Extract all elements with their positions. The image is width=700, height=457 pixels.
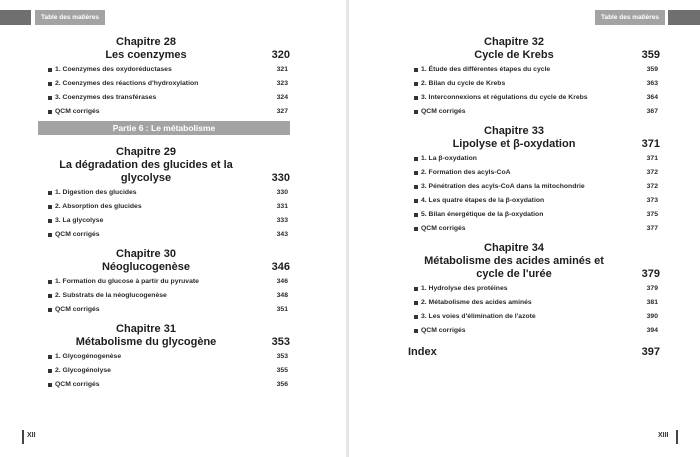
- toc-item-label: 5. Bilan énergétique de la β-oxydation: [421, 211, 544, 218]
- toc-item-label: 1. Hydrolyse des protéines: [421, 285, 508, 292]
- bullet-icon: [48, 355, 52, 359]
- chapter-title-line[interactable]: [42, 49, 290, 62]
- toc-item-label: QCM corrigés: [421, 327, 466, 334]
- toc-item[interactable]: [48, 230, 288, 240]
- chapter-title: Néoglucogenèse: [101, 261, 191, 273]
- toc-item-label: QCM corrigés: [55, 381, 100, 388]
- toc-item-page: 364: [646, 94, 658, 101]
- chapter-title: Cycle de Krebs: [474, 49, 554, 61]
- chapter-label: Chapitre 34: [484, 242, 544, 254]
- chapter-title-line[interactable]: [408, 49, 660, 62]
- toc-item-page: 372: [646, 169, 658, 176]
- toc-item-label: 2. Substrats de la néoglucogenèse: [55, 292, 167, 299]
- toc-item-label: 3. La glycolyse: [55, 217, 104, 224]
- bullet-icon: [48, 96, 52, 100]
- toc-item[interactable]: [414, 65, 658, 75]
- bullet-icon: [48, 294, 52, 298]
- toc-item[interactable]: [414, 107, 658, 117]
- toc-item-label: QCM corrigés: [55, 231, 100, 238]
- toc-item-label: QCM corrigés: [55, 306, 100, 313]
- bullet-icon: [48, 68, 52, 72]
- toc-item[interactable]: [414, 326, 658, 336]
- chapter-page: 359: [641, 49, 660, 61]
- bullet-icon: [414, 227, 418, 231]
- toc-item-page: 394: [646, 327, 658, 334]
- partie-banner: Partie 6 : Le métabolisme: [38, 121, 290, 135]
- bullet-icon: [414, 157, 418, 161]
- bullet-icon: [414, 287, 418, 291]
- chapter-label: Chapitre 31: [116, 323, 176, 335]
- bullet-icon: [48, 233, 52, 237]
- toc-item-page: 353: [276, 353, 288, 360]
- chapter-label: Chapitre 30: [116, 248, 176, 260]
- chapter-page: 353: [271, 336, 290, 348]
- toc-item-page: 327: [276, 108, 288, 115]
- toc-item[interactable]: [414, 154, 658, 164]
- toc-item[interactable]: [414, 196, 658, 206]
- toc-item[interactable]: [48, 291, 288, 301]
- toc-item-page: 390: [646, 313, 658, 320]
- toc-item[interactable]: [48, 366, 288, 376]
- toc-item-page: 331: [276, 203, 288, 210]
- toc-item[interactable]: [48, 202, 288, 212]
- index-page: 397: [641, 346, 660, 358]
- toc-item[interactable]: [414, 93, 658, 103]
- chapter-title: Métabolisme du glycogène: [75, 336, 217, 348]
- toc-item[interactable]: [48, 107, 288, 117]
- folio-bar: [676, 430, 678, 444]
- chapter-title-line[interactable]: [408, 268, 660, 281]
- toc-item-page: 324: [276, 94, 288, 101]
- index-entry[interactable]: [408, 346, 660, 359]
- bullet-icon: [48, 308, 52, 312]
- toc-item[interactable]: [414, 312, 658, 322]
- toc-item-label: 2. Glycogénolyse: [55, 367, 111, 374]
- toc-item-label: QCM corrigés: [421, 108, 466, 115]
- bullet-icon: [414, 185, 418, 189]
- chapter-label: Chapitre 33: [484, 125, 544, 137]
- bullet-icon: [414, 199, 418, 203]
- chapter-title-line[interactable]: [42, 261, 290, 274]
- chapter-block: [42, 323, 290, 390]
- toc-item[interactable]: [48, 216, 288, 226]
- bullet-icon: [414, 96, 418, 100]
- toc-item-page: 373: [646, 197, 658, 204]
- bullet-icon: [48, 110, 52, 114]
- toc-item[interactable]: [414, 284, 658, 294]
- bullet-icon: [48, 191, 52, 195]
- toc-right: [408, 36, 660, 359]
- toc-item-label: 2. Coenzymes des réactions d'hydroxylation: [55, 80, 199, 87]
- toc-item[interactable]: [48, 79, 288, 89]
- toc-item[interactable]: [48, 380, 288, 390]
- toc-item-label: 2. Métabolisme des acides aminés: [421, 299, 532, 306]
- header-bar: [0, 10, 31, 25]
- toc-item-label: 2. Absorption des glucides: [55, 203, 142, 210]
- header-tab: Table des matières: [35, 10, 105, 25]
- right-page: [350, 0, 700, 457]
- bullet-icon: [414, 68, 418, 72]
- toc-item[interactable]: [414, 182, 658, 192]
- bullet-icon: [414, 315, 418, 319]
- chapter-label: Chapitre 32: [484, 36, 544, 48]
- toc-item[interactable]: [414, 224, 658, 234]
- toc-item-page: 372: [646, 183, 658, 190]
- toc-item-page: 359: [646, 66, 658, 73]
- toc-item-label: QCM corrigés: [421, 225, 466, 232]
- bullet-icon: [414, 301, 418, 305]
- bullet-icon: [414, 329, 418, 333]
- chapter-block: [408, 242, 660, 336]
- bullet-icon: [48, 280, 52, 284]
- chapter-label: Chapitre 29: [116, 146, 176, 158]
- toc-item[interactable]: [48, 65, 288, 75]
- toc-item-label: 4. Les quatre étapes de la β-oxydation: [421, 197, 545, 204]
- chapter-title: La dégradation des glucides et la glycolyse: [59, 159, 233, 184]
- chapter-title-line[interactable]: [42, 336, 290, 349]
- toc-item-label: 2. Bilan du cycle de Krebs: [421, 80, 506, 87]
- bullet-icon: [414, 171, 418, 175]
- toc-item[interactable]: [48, 93, 288, 103]
- toc-item[interactable]: [48, 188, 288, 198]
- chapter-block: [42, 36, 290, 117]
- toc-item-page: 346: [276, 278, 288, 285]
- chapter-page: 346: [271, 261, 290, 273]
- toc-item-page: 333: [276, 217, 288, 224]
- chapter-block: [42, 146, 290, 240]
- toc-item-label: 1. Digestion des glucides: [55, 189, 137, 196]
- toc-item-page: 379: [646, 285, 658, 292]
- toc-item-page: 367: [646, 108, 658, 115]
- toc-item-label: 3. Interconnexions et régulations du cycle de Krebs: [421, 94, 588, 101]
- toc-item-page: 377: [646, 225, 658, 232]
- bullet-icon: [48, 383, 52, 387]
- chapter-title: cycle de l'urée: [476, 268, 552, 280]
- bullet-icon: [48, 82, 52, 86]
- toc-item-page: 323: [276, 80, 288, 87]
- chapter-label: Chapitre 28: [116, 36, 176, 48]
- index-label: Index: [408, 346, 437, 358]
- toc-item[interactable]: [414, 298, 658, 308]
- toc-item-page: 356: [276, 381, 288, 388]
- toc-left: [42, 36, 290, 394]
- page-gutter: [346, 0, 349, 457]
- page-number: XII: [27, 432, 36, 439]
- toc-item-page: 348: [276, 292, 288, 299]
- folio-bar: [22, 430, 24, 444]
- toc-item-label: 1. Coenzymes des oxydoréductases: [55, 66, 172, 73]
- toc-item[interactable]: [414, 79, 658, 89]
- chapter-title[interactable]: Métabolisme des acides aminés et: [424, 255, 604, 267]
- toc-item[interactable]: [414, 210, 658, 220]
- toc-item-label: QCM corrigés: [55, 108, 100, 115]
- toc-item[interactable]: [48, 305, 288, 315]
- chapter-title-line[interactable]: [42, 159, 290, 185]
- toc-item[interactable]: [48, 277, 288, 287]
- chapter-page: 330: [271, 172, 290, 184]
- chapter-page: 320: [271, 49, 290, 61]
- toc-item-page: 321: [276, 66, 288, 73]
- bullet-icon: [48, 205, 52, 209]
- chapter-title-line[interactable]: [408, 138, 660, 151]
- bullet-icon: [414, 82, 418, 86]
- toc-item-page: 351: [276, 306, 288, 313]
- toc-item-label: 1. Étude des différentes étapes du cycle: [421, 66, 551, 73]
- chapter-title: Lipolyse et β-oxydation: [452, 138, 576, 150]
- bullet-icon: [414, 213, 418, 217]
- chapter-page: 379: [641, 268, 660, 280]
- toc-item-page: 355: [276, 367, 288, 374]
- header-tab: Table des matières: [595, 10, 665, 25]
- chapter-block: [408, 125, 660, 234]
- bullet-icon: [48, 369, 52, 373]
- toc-item[interactable]: [48, 352, 288, 362]
- toc-item-label: 3. Les voies d'élimination de l'azote: [421, 313, 536, 320]
- toc-item-page: 343: [276, 231, 288, 238]
- toc-item-page: 363: [646, 80, 658, 87]
- chapter-title: Les coenzymes: [105, 49, 187, 61]
- bullet-icon: [414, 110, 418, 114]
- toc-item-label: 1. Formation du glucose à partir du pyruvate: [55, 278, 199, 285]
- page-number: XIII: [658, 432, 669, 439]
- bullet-icon: [48, 219, 52, 223]
- toc-item-label: 2. Formation des acyls-CoA: [421, 169, 511, 176]
- toc-item[interactable]: [414, 168, 658, 178]
- toc-item-page: 330: [276, 189, 288, 196]
- toc-item-label: 3. Pénétration des acyls-CoA dans la mitochondrie: [421, 183, 585, 190]
- toc-item-label: 3. Coenzymes des transférases: [55, 94, 157, 101]
- toc-item-page: 381: [646, 299, 658, 306]
- header-bar: [668, 10, 700, 25]
- toc-item-page: 371: [646, 155, 658, 162]
- toc-item-page: 375: [646, 211, 658, 218]
- toc-item-label: 1. La β-oxydation: [421, 155, 477, 162]
- chapter-page: 371: [641, 138, 660, 150]
- chapter-block: [42, 248, 290, 315]
- chapter-block: [408, 36, 660, 117]
- toc-item-label: 1. Glycogénogenèse: [55, 353, 122, 360]
